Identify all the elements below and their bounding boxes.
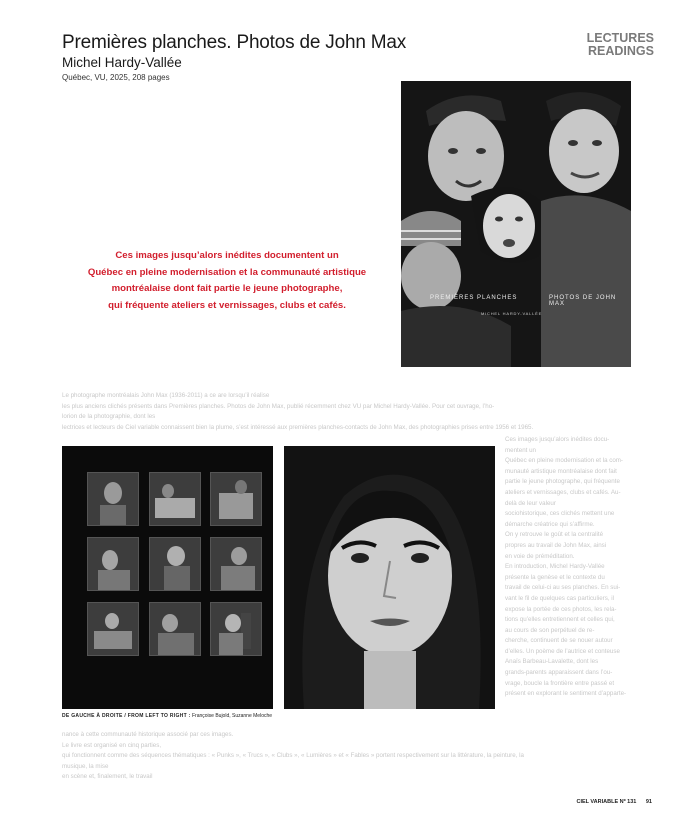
body-text-bottom: [62, 730, 642, 783]
body-line: tions qu’elles entretiennent et celles qui,: [505, 616, 615, 624]
pull-quote-line: Québec en pleine modernisation et la communauté artistique: [87, 266, 367, 278]
body-line: Ces images jusqu’alors inédites docu-: [505, 436, 610, 443]
cover-title-right: PHOTOS DE JOHN MAX: [549, 295, 617, 307]
image-caption: [62, 713, 272, 719]
body-text-right-column: [505, 435, 651, 700]
body-line: mentent un: [505, 446, 536, 454]
contact-thumb: [87, 602, 139, 656]
article-title: Premières planches. Photos de John Max: [62, 32, 407, 53]
body-line: delà de leur valeur: [505, 499, 556, 507]
body-line: en scène et, finalement, le travail: [62, 773, 153, 781]
body-line: vrage, boucle la frontière entre passé et: [505, 679, 615, 687]
body-line: sociohistorique, ces clichés mettent une: [505, 510, 615, 518]
portrait-illustration: [284, 446, 495, 709]
body-line: partie le jeune photographe, qui fréquente: [505, 478, 620, 486]
section-label-en: READINGS: [588, 44, 654, 58]
body-line: présent en explorant le sentiment d’apparte-: [505, 690, 627, 698]
body-line: musique, la mise: [62, 762, 109, 770]
body-line: lectrices et lecteurs de Ciel variable connaissent bien la plume, s’est intéressé aux premières planches-contacts de John Max, des photographies prises entre 1956 et 1965.: [62, 423, 534, 431]
contact-thumb: [210, 472, 262, 526]
body-line: munauté artistique montréalaise dont fait: [505, 467, 617, 475]
body-line: présente la genèse et le contexte du: [505, 573, 605, 581]
body-line: Québec en pleine modernisation et la com-: [505, 457, 623, 465]
body-line: Anaïs Barbeau-Lavalette, dont les: [505, 658, 599, 666]
publication-meta: Québec, VU, 2025, 208 pages: [62, 73, 170, 82]
body-line: Le photographe montréalais John Max (1936-2011) a ce are lorsqu’il réalise: [62, 392, 270, 399]
body-line: au cours de son perpétuel de re-: [505, 626, 595, 634]
body-line: en voie de préméditation.: [505, 552, 575, 560]
contact-thumb: [87, 472, 139, 526]
magazine-name: CIEL VARIABLE Nº 131: [576, 799, 637, 805]
body-text-top: [62, 391, 642, 433]
body-line: travail de celui-ci au ses planches. En sui-: [505, 584, 621, 592]
section-label-fr: LECTURES: [586, 31, 654, 45]
cover-author: MICHEL HARDY-VALLÉE: [481, 311, 543, 316]
pull-quote-line: montréalaise dont fait partie le jeune photographe,: [111, 283, 343, 294]
section-label: [587, 32, 654, 58]
body-line: Le livre est organisé en cinq parties,: [62, 741, 162, 749]
body-line: propres au travail de John Max, ainsi: [505, 541, 607, 549]
body-line: démarche créatrice qui s’affirme.: [505, 520, 595, 528]
page-number: 91: [645, 799, 652, 805]
contact-thumb: [149, 602, 201, 656]
pull-quote: [62, 248, 392, 314]
portrait-image: [284, 446, 495, 709]
body-line: On y retrouve le goût et la centralité: [505, 531, 604, 539]
body-line: En introduction, Michel Hardy-Vallée: [505, 563, 605, 571]
article-author: Michel Hardy-Vallée: [62, 55, 182, 70]
body-line: les plus anciens clichés présents dans Premières planches. Photos de John Max, publié récemment chez VU par Michel Hardy-Vallée. Pour cet ouvrage, l’ho-: [62, 402, 495, 410]
contact-thumb: [149, 472, 201, 526]
pull-quote-line: qui fréquente ateliers et vernissages, clubs et cafés.: [108, 299, 346, 311]
body-line: vant le fil de quelques cas particuliers, il: [505, 594, 615, 602]
body-line: expose la portée de ces photos, les rela-: [505, 605, 617, 613]
pull-quote-line: Ces images jusqu’alors inédites documentent un: [115, 250, 339, 261]
body-line: lorion de la photographie, dont les: [62, 413, 156, 421]
body-line: cherche, continuent de se nouer autour: [505, 637, 613, 645]
book-cover-image: [401, 81, 631, 367]
body-line: d’elles. Un poème de l’autrice et conteuse: [505, 647, 620, 655]
cover-title-left: PREMIÈRES PLANCHES: [430, 295, 518, 301]
body-line: grands-parents apparaissent dans l’ou-: [505, 669, 613, 677]
body-line: qui fonctionnent comme des séquences thématiques : « Punks », « Trucs », « Clubs », « Lumières » et « Fables » portent respectivement sur la littérature, la peinture, la: [62, 752, 524, 760]
caption-names: Françoise Bujold, Suzanne Meloche: [191, 713, 273, 719]
contact-thumb: [210, 537, 262, 591]
cover-photo-illustration: [401, 81, 631, 367]
body-line: nance à cette communauté historique associé par ces images.: [62, 731, 234, 738]
caption-label: DE GAUCHE À DROITE / FROM LEFT TO RIGHT :: [62, 713, 191, 719]
contact-thumb: [87, 537, 139, 591]
page-footer: [568, 799, 652, 805]
contact-thumb: [210, 602, 262, 656]
body-line: ateliers et vernissages, clubs et cafés. Au-: [505, 488, 621, 496]
contact-sheet-image: [62, 446, 273, 709]
contact-thumb: [149, 537, 201, 591]
